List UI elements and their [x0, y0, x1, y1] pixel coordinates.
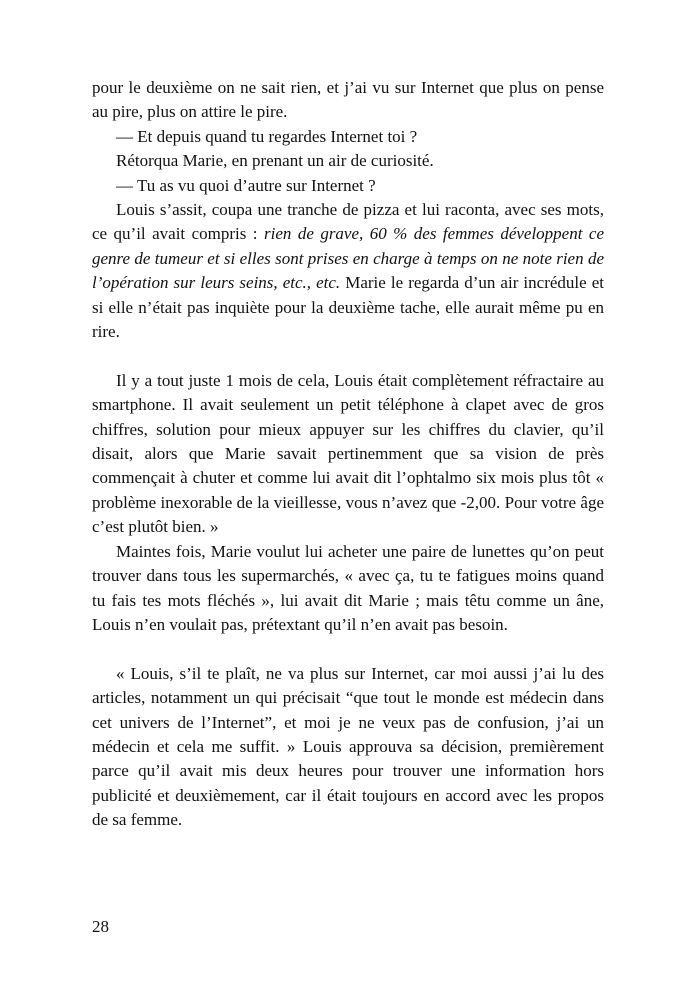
paragraph-8: « Louis, s’il te plaît, ne va plus sur Internet, car moi aussi j’ai lu des articles, notamment un qui précisait “que tout le monde est médecin dans cet univers de l’Internet”, et moi je ne veux pas de confusion, j’ai un médecin et cela me suffit. » Louis approuva sa décision, premièrement parce qu’il avait mis deux heures pour trouver une information hors publicité et deuxièmement, car il était toujours en accord avec les propos de sa femme. — [92, 663, 604, 830]
paragraph-3: Rétorqua Marie, en prenant un air de curiosité. — [116, 151, 434, 171]
paragraph-1: pour le deuxième on ne sait rien, et j’ai vu sur Internet que plus on pense au pire, plus on attire le pire. — [92, 78, 604, 122]
paragraph-6: Il y a tout juste 1 mois de cela, Louis était complètement réfractaire au smartphone. Il avait seulement un petit téléphone à clapet avec de gros chiffres, solution pour mieux appuyer sur les chiffres du clavier, qu’il disait, alors que Marie savait pertinemment que sa vision de près commençait à chuter et comme lui avait dit l’ophtalmo six mois plus tôt « problème inexorable de la vieillesse, vous n’avez que -2,00. Pour votre âge c’est plutôt bien. » — [92, 370, 604, 537]
paragraph-5-text-before: Louis s’assit, coupa une tranche de pizza et lui raconta, avec ses mots, ce qu’il avait compris : — [92, 200, 604, 244]
paragraph-4-dialogue: — Tu as vu quoi d’autre sur Internet ? — [116, 175, 376, 195]
page-body — [92, 76, 604, 833]
paragraph-7: Maintes fois, Marie voulut lui acheter une paire de lunettes qu’on peut trouver dans tous les supermarchés, « avec ça, tu te fatigues moins quand tu fais tes mots fléchés », lui avait dit Marie ; mais têtu comme un âne, Louis n’en voulait pas, prétextant qu’il n’en avait pas besoin. — [92, 541, 604, 634]
paragraph-5-italic-quote: rien de grave, 60 % des femmes développent ce genre de tumeur et si elles sont prises en charge à temps on ne note rien de l’opération sur leurs seins, etc., etc. — [92, 224, 604, 293]
paragraph-5-text-after: Marie le regarda d’un air incrédule et si elle n’était pas inquiète pour la deuxième tache, elle aurait même pu en rire. — [92, 273, 604, 342]
paragraph-5 — [92, 198, 604, 344]
page-number: 28 — [92, 917, 109, 936]
paragraph-2-dialogue: — Et depuis quand tu regardes Internet toi ? — [116, 126, 418, 146]
